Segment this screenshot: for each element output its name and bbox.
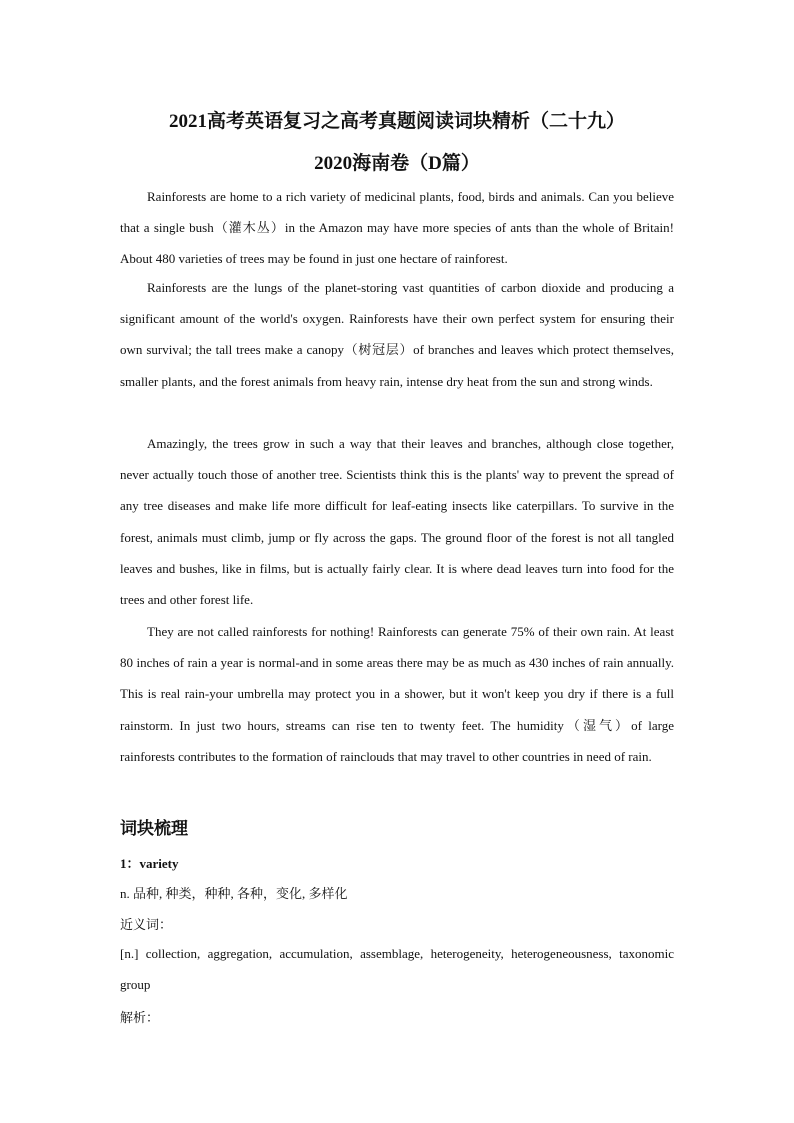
reading-paragraph-3: Amazingly, the trees grow in such a way that their leaves and branches, although close together, never actually touch those of another tree. Scientists think this is the plants' way to prevent the spread of any tree diseases and make life more difficult for leaf-eating insects like caterpillars. To survive in the forest, animals must climb, jump or fly across the gaps. The ground floor of the forest is not all tangled leaves and bushes, like in films, but is actually fairly clear. It is where dead leaves turn into food for the trees and other forest life. [120,436,674,608]
reading-paragraph-1: Rainforests are home to a rich variety of medicinal plants, food, birds and animals. Can you believe that a single bush（灌木丛）in the Amazon may have more species of ants than the whole of Britain! About 480 varieties of trees may be found in just one hectare of rainforest. [120,189,674,267]
document-subtitle: 2020海南卷（D篇） [314,153,480,174]
synonyms-list: [n.] collection, aggregation, accumulation, assemblage, heterogeneity, heterogeneousness, taxonomic group [120,946,674,992]
document-title: 2021高考英语复习之高考真题阅读词块精析（二十九） [168,111,625,132]
vocab-entry-title: 1：variety [120,856,179,871]
reading-paragraph-2: Rainforests are the lungs of the planet-storing vast quantities of carbon dioxide and producing a significant amount of the world's oxygen. Rainforests have their own perfect system for ensuring their own survival; the tall trees make a canopy（树冠层）of branches and leaves which protect themselves, smaller plants, and the forest animals from heavy rain, intense dry heat from the sun and strong winds. [120,280,674,389]
analysis-label: 解析： [120,1010,160,1025]
vocab-section-heading: 词块梳理 [120,819,188,838]
reading-paragraph-4: They are not called rainforests for nothing! Rainforests can generate 75% of their own rain. At least 80 inches of rain a year is normal-and in some areas there may be as much as 430 inches of rain annually. This is real rain-your umbrella may protect you in a shower, but it won't keep you dry if there is a full rainstorm. In just two hours, streams can rise ten to twenty feet. The humidity（湿气）of large rainforests contributes to the formation of rainclouds that may travel to other countries in need of rain. [120,624,674,764]
vocab-definition: n. 品种, 种类，种种, 各种，变化, 多样化 [120,886,348,901]
synonyms-label: 近义词： [120,917,173,932]
